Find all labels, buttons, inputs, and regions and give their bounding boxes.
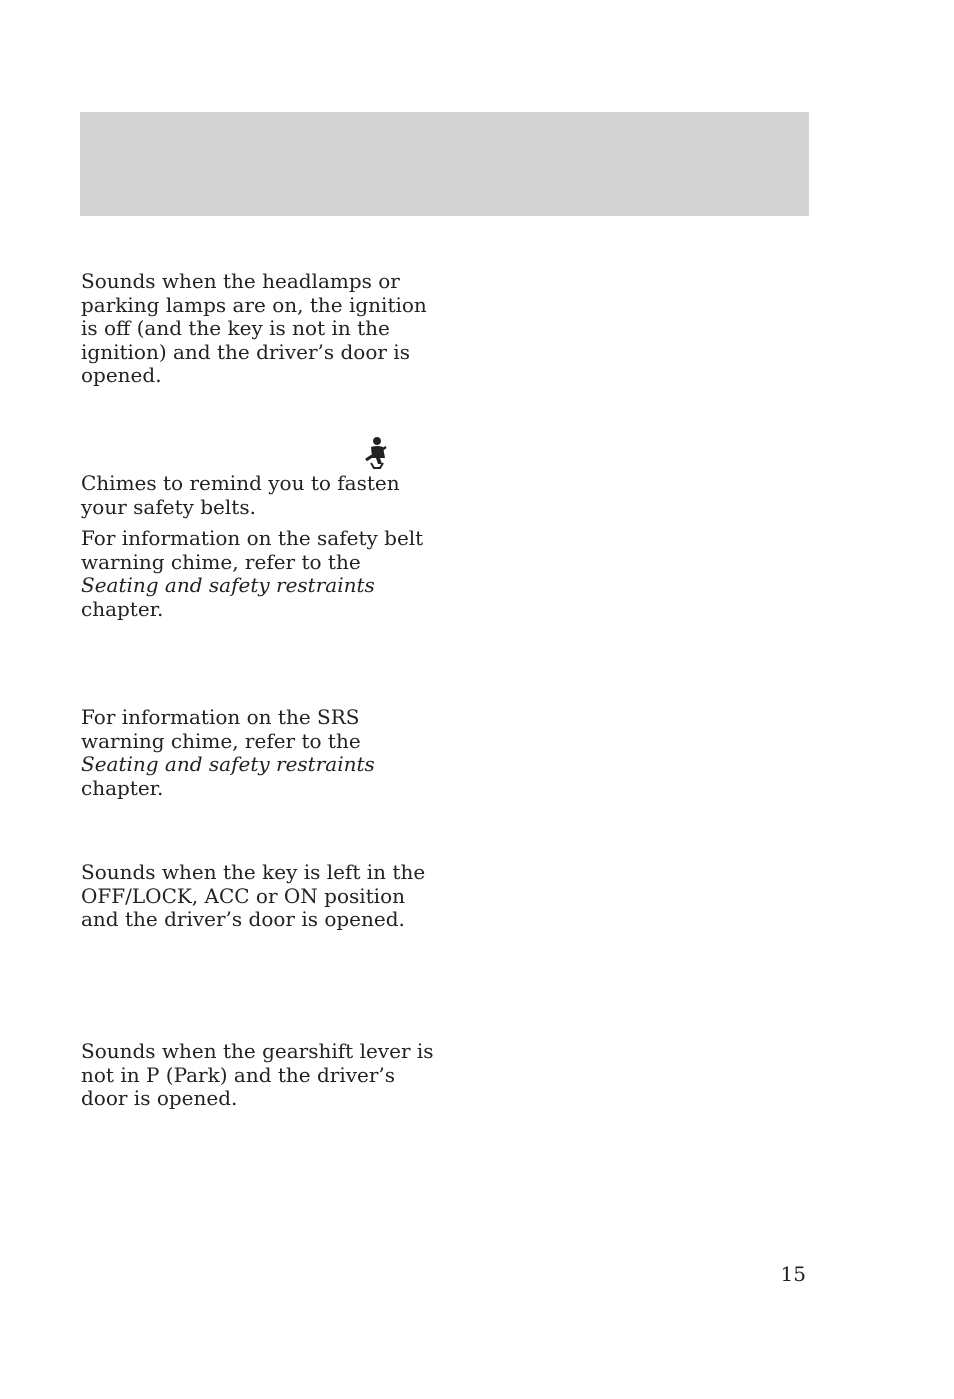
headlamps-on-chime-text: Sounds when the headlamps or parking lamps are on, the ignition is off (and the key is not in the ignition) and the driver’s door is opened. [81,269,427,387]
safety-belt-chapter-reference: Seating and safety restraints [81,573,375,597]
park-chime-text: Sounds when the gearshift lever is not in P (Park) and the driver’s door is opened. [81,1039,434,1110]
page-number: 15 [780,1262,806,1286]
key-in-ignition-chime-text: Sounds when the key is left in the OFF/LOCK, ACC or ON position and the driver’s door is opened. [81,860,426,931]
header-band [80,112,809,216]
safety-belt-chime-text: Chimes to remind you to fasten your safety belts. [81,471,400,519]
srs-chapter-reference: Seating and safety restraints [81,752,375,776]
seatbelt-icon [363,436,391,470]
srs-reference-text [81,706,441,800]
safety-belt-reference-suffix: chapter. [81,596,164,621]
srs-reference-suffix: chapter. [81,775,164,800]
safety-belt-reference-prefix: For information on the safety belt warning chime, refer to the [81,526,424,574]
safety-belt-reference-text [81,527,441,621]
srs-reference-prefix: For information on the SRS warning chime, refer to the [81,705,361,753]
